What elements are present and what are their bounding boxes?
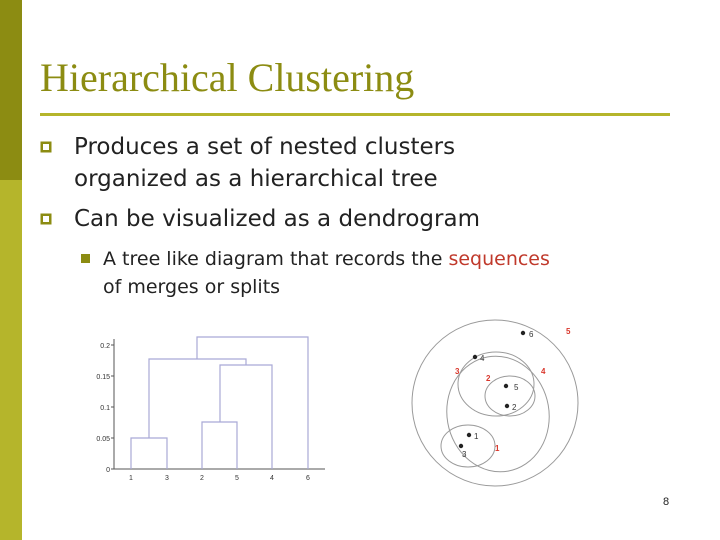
sub-bullet-text: A tree like diagram that records the (103, 248, 449, 270)
page-number: 8 (663, 496, 670, 508)
y-tick-label: 0.05 (96, 436, 110, 443)
dendrogram-link (202, 422, 237, 469)
sub-bullet-line-2: of merges or splits (103, 276, 281, 298)
cluster-outline (412, 320, 578, 486)
data-point (473, 355, 477, 359)
dendrogram-link (131, 438, 167, 469)
x-leaf-label: 3 (165, 475, 169, 482)
dendrogram-figure (85, 325, 345, 490)
point-label: 6 (529, 330, 534, 339)
nested-clusters-figure (400, 310, 600, 495)
dendrogram-link (149, 359, 246, 438)
cluster-outline (441, 425, 495, 467)
point-label: 2 (512, 403, 517, 412)
dendrogram-link (197, 337, 308, 469)
data-point (521, 331, 525, 335)
bullet-2 (74, 203, 480, 235)
square-bullet-icon (40, 141, 52, 153)
sidebar-decoration (0, 0, 22, 540)
x-leaf-label: 5 (235, 475, 239, 482)
sidebar-light-band (0, 180, 22, 540)
y-tick-label: 0.15 (96, 374, 110, 381)
bullet-1-line-2: organized as a hierarchical tree (74, 166, 438, 192)
bullet-1-line-1: Produces a set of nested clusters (74, 134, 456, 160)
point-label: 3 (462, 450, 467, 459)
cluster-label: 2 (486, 374, 491, 383)
cluster-label: 4 (541, 367, 546, 376)
data-point (459, 444, 463, 448)
y-tick-label: 0.1 (100, 405, 110, 412)
cluster-outline (485, 376, 535, 416)
slide-title: Hierarchical Clustering (40, 55, 415, 100)
x-leaf-label: 2 (200, 475, 204, 482)
x-leaf-label: 1 (129, 475, 133, 482)
data-point (467, 433, 471, 437)
y-tick-label: 0 (106, 467, 110, 474)
x-leaf-label: 4 (270, 475, 274, 482)
sub-bullet-highlight: sequences (448, 248, 550, 270)
square-bullet-icon (40, 213, 52, 225)
dendrogram-link (220, 365, 272, 469)
sidebar-dark-band (0, 0, 22, 180)
point-label: 5 (514, 383, 519, 392)
bullet-2-line-1: Can be visualized as a dendrogram (74, 206, 480, 232)
sub-bullet-line-1 (103, 245, 550, 273)
bullet-1 (74, 131, 455, 195)
sub-bullet-marker-icon (81, 254, 90, 263)
cluster-label: 1 (495, 444, 500, 453)
title-underline (40, 113, 670, 116)
cluster-label: 5 (566, 327, 571, 336)
data-point (504, 384, 508, 388)
cluster-label: 3 (455, 367, 460, 376)
sub-bullet (103, 245, 550, 301)
point-label: 1 (474, 432, 479, 441)
y-tick-label: 0.2 (100, 343, 110, 350)
data-point (505, 404, 509, 408)
x-leaf-label: 6 (306, 475, 310, 482)
cluster-outline (458, 352, 534, 416)
dendrogram-links (131, 337, 308, 469)
point-label: 4 (480, 354, 485, 363)
